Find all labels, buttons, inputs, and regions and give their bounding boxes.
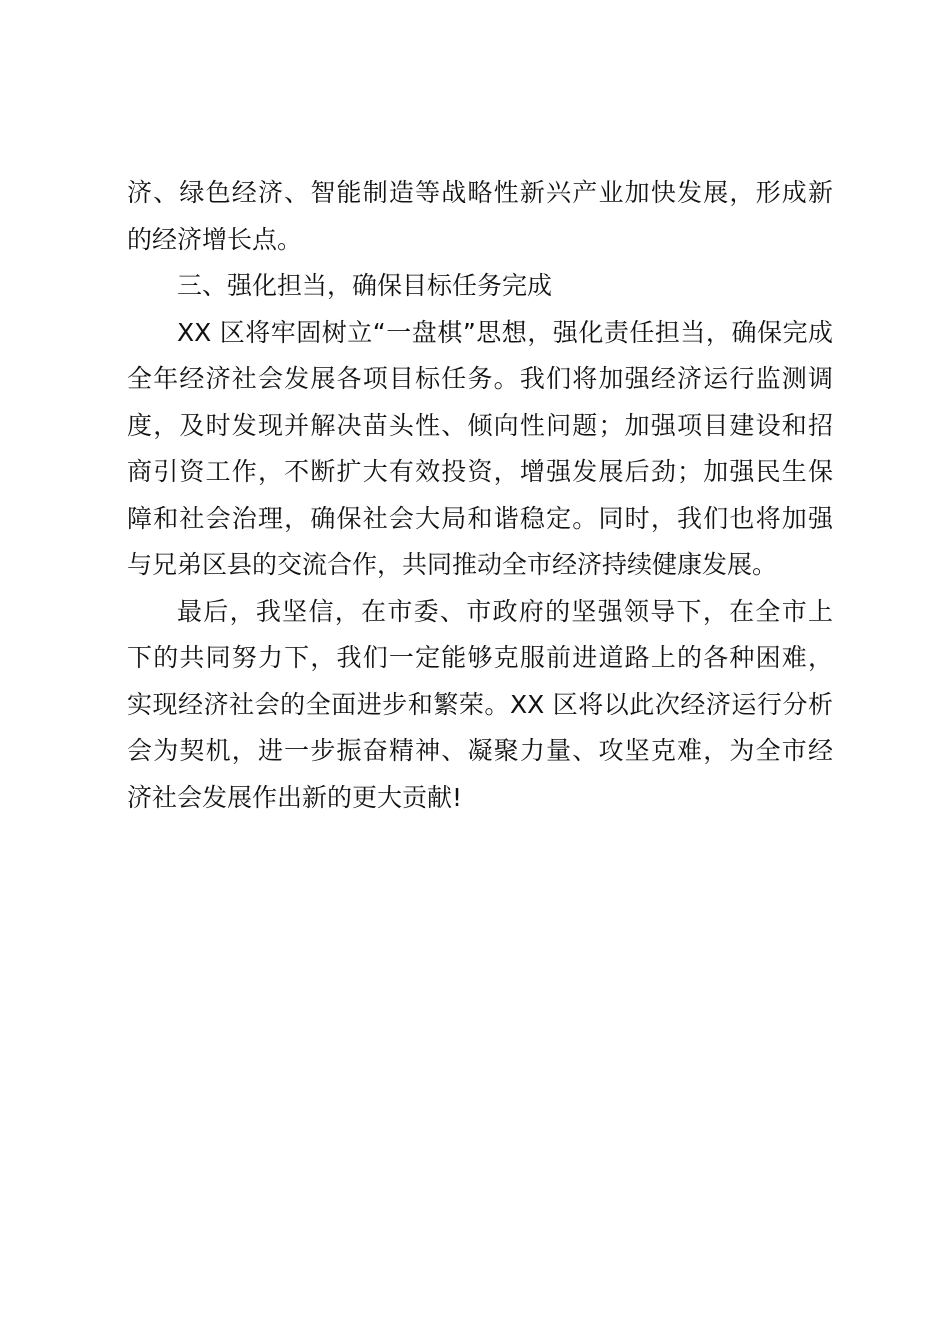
paragraph-continuation — [127, 170, 833, 263]
text-line: 济社会发展作出新的更大贡献! — [127, 782, 463, 812]
heading-text: 三、强化担当，确保目标任务完成 — [177, 271, 553, 300]
text-line: 商引资工作，不断扩大有效投资，增强发展后劲；加强民生保 — [127, 457, 833, 486]
text-line: 的经济增长点。 — [127, 224, 303, 254]
section-heading — [127, 263, 833, 310]
text-line: 济、绿色经济、智能制造等战略性新兴产业加快发展，形成新 — [127, 178, 833, 207]
text-line: 与兄弟区县的交流合作，共同推动全市经济持续健康发展。 — [127, 550, 778, 579]
text-line: 会为契机，进一步振奋精神、凝聚力量、攻坚克难，为全市经 — [127, 736, 833, 765]
text-line: 障和社会治理，确保社会大局和谐稳定。同时，我们也将加强 — [127, 503, 833, 533]
document-body — [127, 170, 833, 821]
text-line: XX 区将牢固树立“一盘棋”思想，强化责任担当，确保完成 — [177, 317, 833, 347]
text-line: 下的共同努力下，我们一定能够克服前进道路上的各种困难， — [127, 643, 833, 672]
paragraph-conclusion — [127, 589, 833, 822]
paragraph-commitment — [127, 310, 833, 589]
text-line: 全年经济社会发展各项目标任务。我们将加强经济运行监测调 — [127, 364, 833, 393]
text-line: 度，及时发现并解决苗头性、倾向性问题；加强项目建设和招 — [127, 410, 833, 440]
text-line: 最后，我坚信，在市委、市政府的坚强领导下，在全市上 — [177, 596, 833, 626]
text-line: 实现经济社会的全面进步和繁荣。XX 区将以此次经济运行分析 — [127, 689, 833, 719]
